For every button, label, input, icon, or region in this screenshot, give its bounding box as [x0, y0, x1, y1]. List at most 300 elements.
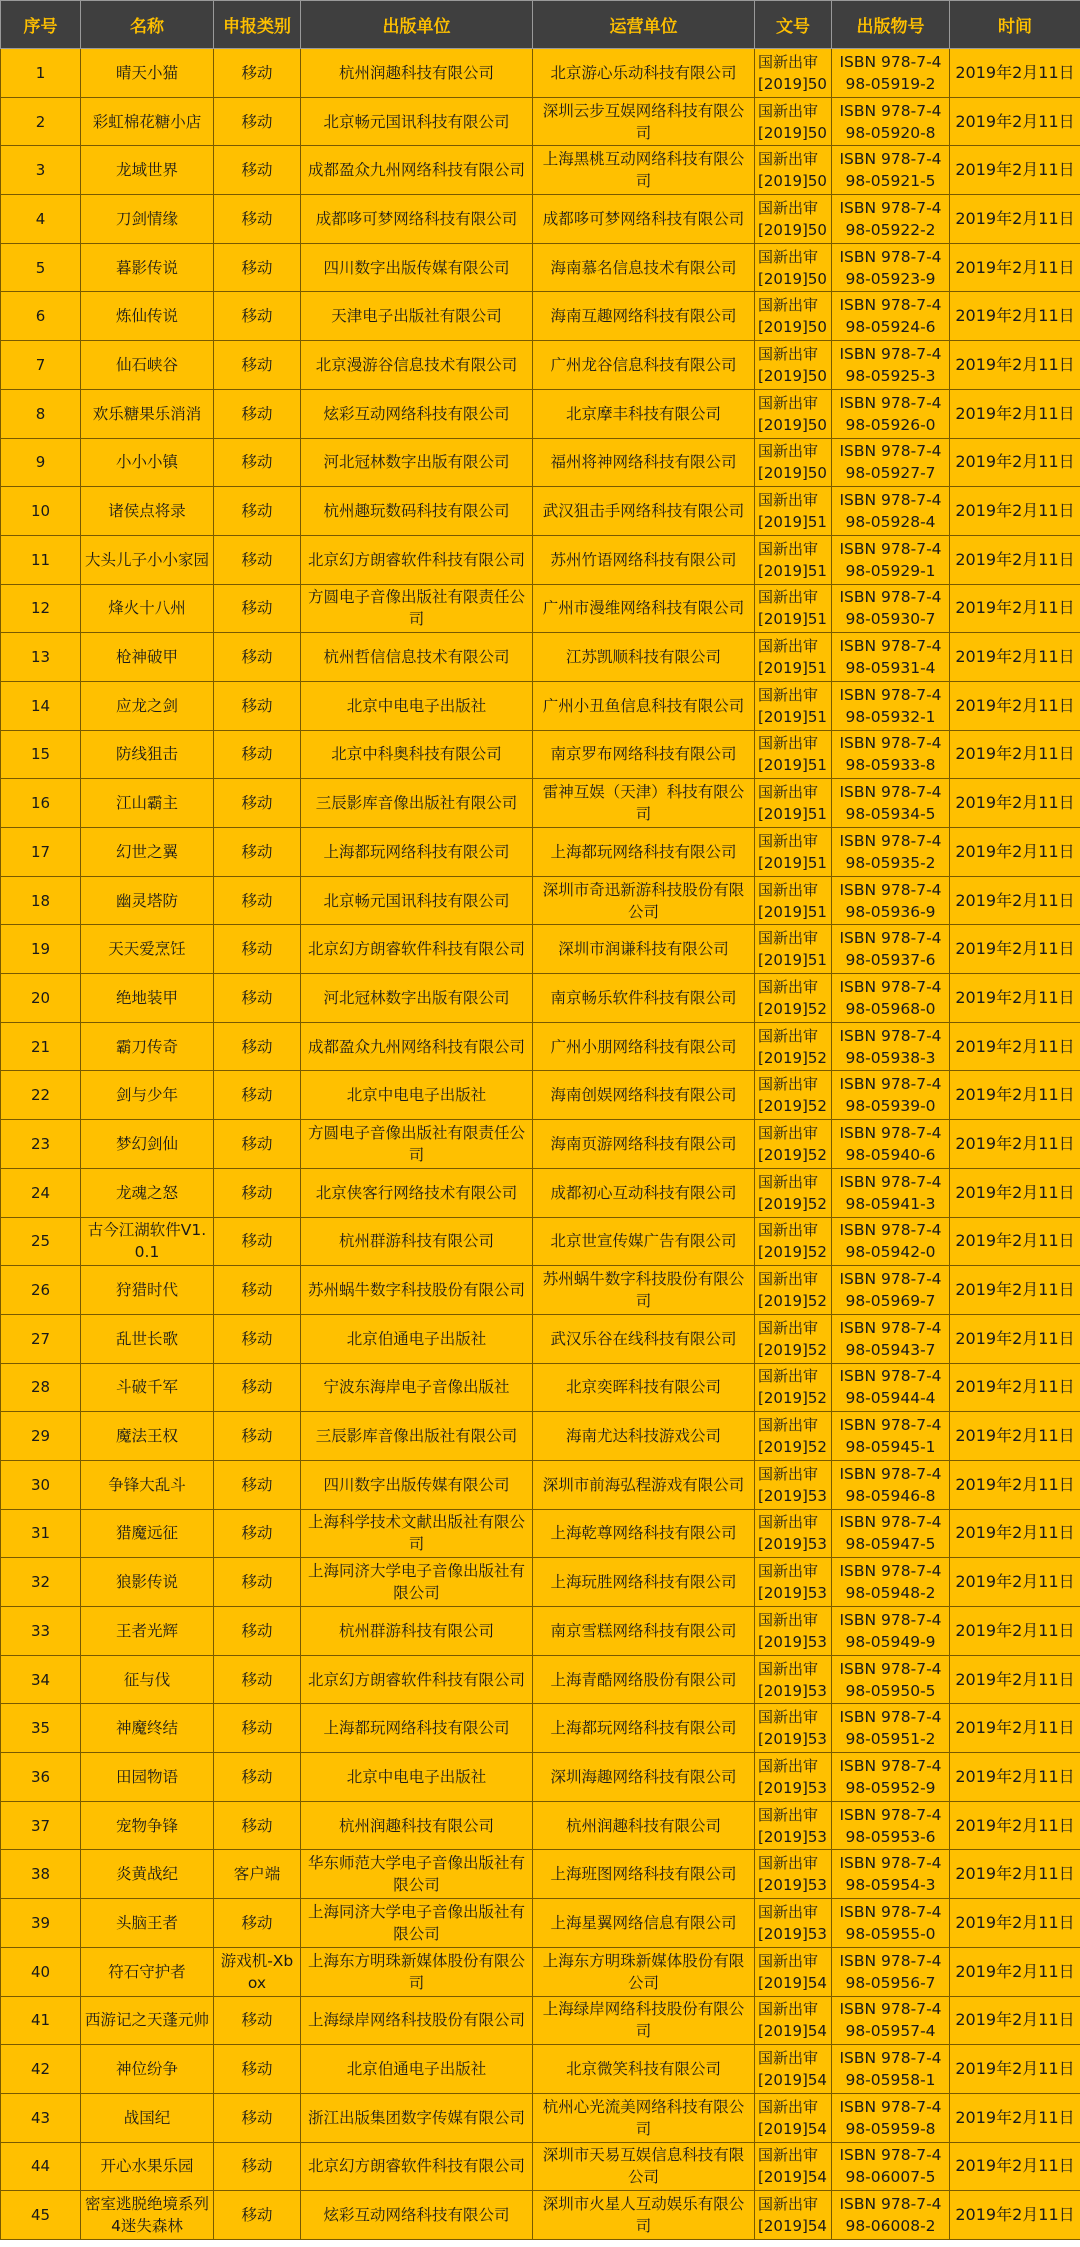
cell-approval-no: 国新出审[2019]52 [755, 1363, 832, 1412]
cell-approval-no: 国新出审[2019]52 [755, 1120, 832, 1169]
cell-category: 移动 [214, 681, 301, 730]
cell-publisher: 北京幻方朗睿软件科技有限公司 [301, 925, 533, 974]
cell-date: 2019年2月11日 [950, 779, 1080, 828]
header-cell-approval-no: 文号 [755, 1, 832, 49]
cell-name: 暮影传说 [81, 243, 214, 292]
cell-operator: 广州小朋网络科技有限公司 [533, 1022, 755, 1071]
cell-isbn: ISBN 978-7-498-05928-4 [832, 487, 950, 536]
table-row [1, 438, 1080, 487]
header-cell-isbn: 出版物号 [832, 1, 950, 49]
cell-category: 移动 [214, 633, 301, 682]
table-row [1, 828, 1080, 877]
cell-date: 2019年2月11日 [950, 730, 1080, 779]
cell-operator: 上海班图网络科技有限公司 [533, 1850, 755, 1899]
cell-approval-no: 国新出审[2019]53 [755, 1704, 832, 1753]
cell-publisher: 河北冠林数字出版有限公司 [301, 974, 533, 1023]
cell-isbn: ISBN 978-7-498-05935-2 [832, 828, 950, 877]
cell-category: 移动 [214, 535, 301, 584]
table-row [1, 292, 1080, 341]
cell-serial: 21 [1, 1022, 81, 1071]
table-row [1, 1558, 1080, 1607]
cell-publisher: 北京中电电子出版社 [301, 1071, 533, 1120]
cell-date: 2019年2月11日 [950, 1460, 1080, 1509]
cell-isbn: ISBN 978-7-498-05929-1 [832, 535, 950, 584]
cell-date: 2019年2月11日 [950, 1753, 1080, 1802]
cell-name: 大头儿子小小家园 [81, 535, 214, 584]
cell-isbn: ISBN 978-7-498-06007-5 [832, 2142, 950, 2191]
header-cell-name: 名称 [81, 1, 214, 49]
cell-date: 2019年2月11日 [950, 1022, 1080, 1071]
cell-name: 乱世长歌 [81, 1314, 214, 1363]
cell-operator: 雷神互娱（天津）科技有限公司 [533, 779, 755, 828]
cell-isbn: ISBN 978-7-498-05940-6 [832, 1120, 950, 1169]
cell-publisher: 苏州蜗牛数字科技股份有限公司 [301, 1266, 533, 1315]
cell-date: 2019年2月11日 [950, 1655, 1080, 1704]
cell-serial: 35 [1, 1704, 81, 1753]
cell-category: 移动 [214, 292, 301, 341]
table-row [1, 1071, 1080, 1120]
cell-name: 天天爱烹饪 [81, 925, 214, 974]
table-row [1, 1704, 1080, 1753]
cell-serial: 32 [1, 1558, 81, 1607]
cell-isbn: ISBN 978-7-498-05936-9 [832, 876, 950, 925]
cell-name: 晴天小猫 [81, 49, 214, 98]
cell-publisher: 上海同济大学电子音像出版社有限公司 [301, 1558, 533, 1607]
cell-serial: 23 [1, 1120, 81, 1169]
table-row [1, 1314, 1080, 1363]
cell-serial: 43 [1, 2093, 81, 2142]
cell-approval-no: 国新出审[2019]53 [755, 1509, 832, 1558]
cell-name: 田园物语 [81, 1753, 214, 1802]
cell-date: 2019年2月11日 [950, 1996, 1080, 2045]
cell-serial: 16 [1, 779, 81, 828]
cell-operator: 杭州心光流美网络科技有限公司 [533, 2093, 755, 2142]
cell-category: 移动 [214, 1704, 301, 1753]
cell-category: 移动 [214, 1071, 301, 1120]
cell-publisher: 杭州趣玩数码科技有限公司 [301, 487, 533, 536]
cell-date: 2019年2月11日 [950, 1509, 1080, 1558]
cell-name: 刀剑情缘 [81, 195, 214, 244]
cell-isbn: ISBN 978-7-498-05933-8 [832, 730, 950, 779]
cell-isbn: ISBN 978-7-498-05921-5 [832, 146, 950, 195]
cell-name: 绝地装甲 [81, 974, 214, 1023]
cell-operator: 广州市漫维网络科技有限公司 [533, 584, 755, 633]
cell-approval-no: 国新出审[2019]52 [755, 1217, 832, 1266]
cell-name: 枪神破甲 [81, 633, 214, 682]
cell-name: 炎黄战纪 [81, 1850, 214, 1899]
cell-operator: 北京世宣传媒广告有限公司 [533, 1217, 755, 1266]
cell-category: 移动 [214, 974, 301, 1023]
cell-date: 2019年2月11日 [950, 146, 1080, 195]
cell-category: 移动 [214, 1363, 301, 1412]
cell-name: 符石守护者 [81, 1947, 214, 1996]
cell-name: 江山霸主 [81, 779, 214, 828]
cell-serial: 45 [1, 2191, 81, 2240]
cell-publisher: 四川数字出版传媒有限公司 [301, 1460, 533, 1509]
cell-date: 2019年2月11日 [950, 292, 1080, 341]
cell-isbn: ISBN 978-7-498-05930-7 [832, 584, 950, 633]
cell-approval-no: 国新出审[2019]50 [755, 292, 832, 341]
cell-approval-no: 国新出审[2019]51 [755, 633, 832, 682]
cell-name: 彩虹棉花糖小店 [81, 97, 214, 146]
cell-publisher: 上海绿岸网络科技股份有限公司 [301, 1996, 533, 2045]
cell-approval-no: 国新出审[2019]51 [755, 681, 832, 730]
cell-category: 移动 [214, 828, 301, 877]
cell-operator: 北京奕晖科技有限公司 [533, 1363, 755, 1412]
table-row [1, 633, 1080, 682]
table-row [1, 1947, 1080, 1996]
cell-category: 移动 [214, 389, 301, 438]
cell-category: 移动 [214, 438, 301, 487]
cell-approval-no: 国新出审[2019]52 [755, 1071, 832, 1120]
cell-operator: 海南创娱网络科技有限公司 [533, 1071, 755, 1120]
cell-operator: 成都初心互动科技有限公司 [533, 1168, 755, 1217]
cell-operator: 海南互趣网络科技有限公司 [533, 292, 755, 341]
table-row [1, 49, 1080, 98]
cell-operator: 上海黑桃互动网络科技有限公司 [533, 146, 755, 195]
cell-operator: 南京罗布网络科技有限公司 [533, 730, 755, 779]
cell-publisher: 成都哆可梦网络科技有限公司 [301, 195, 533, 244]
cell-publisher: 四川数字出版传媒有限公司 [301, 243, 533, 292]
cell-publisher: 北京漫游谷信息技术有限公司 [301, 341, 533, 390]
cell-approval-no: 国新出审[2019]53 [755, 1753, 832, 1802]
cell-operator: 南京畅乐软件科技有限公司 [533, 974, 755, 1023]
table-row [1, 1168, 1080, 1217]
cell-isbn: ISBN 978-7-498-05943-7 [832, 1314, 950, 1363]
cell-category: 移动 [214, 925, 301, 974]
table-row [1, 2093, 1080, 2142]
cell-operator: 苏州蜗牛数字科技股份有限公司 [533, 1266, 755, 1315]
cell-isbn: ISBN 978-7-498-05947-5 [832, 1509, 950, 1558]
cell-serial: 36 [1, 1753, 81, 1802]
cell-name: 龙域世界 [81, 146, 214, 195]
cell-publisher: 北京畅元国讯科技有限公司 [301, 97, 533, 146]
table-header [1, 1, 1080, 49]
cell-approval-no: 国新出审[2019]50 [755, 146, 832, 195]
cell-category: 移动 [214, 146, 301, 195]
cell-publisher: 上海东方明珠新媒体股份有限公司 [301, 1947, 533, 1996]
cell-serial: 14 [1, 681, 81, 730]
cell-category: 移动 [214, 2191, 301, 2240]
cell-date: 2019年2月11日 [950, 1850, 1080, 1899]
cell-serial: 29 [1, 1412, 81, 1461]
cell-operator: 成都哆可梦网络科技有限公司 [533, 195, 755, 244]
cell-category: 移动 [214, 97, 301, 146]
cell-publisher: 上海都玩网络科技有限公司 [301, 1704, 533, 1753]
cell-publisher: 上海都玩网络科技有限公司 [301, 828, 533, 877]
cell-name: 斗破千军 [81, 1363, 214, 1412]
cell-publisher: 河北冠林数字出版有限公司 [301, 438, 533, 487]
cell-category: 移动 [214, 1607, 301, 1656]
cell-publisher: 杭州哲信信息技术有限公司 [301, 633, 533, 682]
cell-name: 狼影传说 [81, 1558, 214, 1607]
cell-operator: 上海都玩网络科技有限公司 [533, 1704, 755, 1753]
cell-publisher: 成都盈众九州网络科技有限公司 [301, 1022, 533, 1071]
table-row [1, 730, 1080, 779]
cell-approval-no: 国新出审[2019]52 [755, 1314, 832, 1363]
cell-serial: 20 [1, 974, 81, 1023]
cell-publisher: 华东师范大学电子音像出版社有限公司 [301, 1850, 533, 1899]
cell-category: 移动 [214, 243, 301, 292]
cell-serial: 39 [1, 1899, 81, 1948]
cell-operator: 海南慕名信息技术有限公司 [533, 243, 755, 292]
header-cell-date: 时间 [950, 1, 1080, 49]
cell-name: 欢乐糖果乐消消 [81, 389, 214, 438]
cell-publisher: 三辰影库音像出版社有限公司 [301, 779, 533, 828]
cell-date: 2019年2月11日 [950, 535, 1080, 584]
cell-serial: 38 [1, 1850, 81, 1899]
cell-approval-no: 国新出审[2019]53 [755, 1460, 832, 1509]
cell-publisher: 三辰影库音像出版社有限公司 [301, 1412, 533, 1461]
cell-date: 2019年2月11日 [950, 1704, 1080, 1753]
cell-isbn: ISBN 978-7-498-05927-7 [832, 438, 950, 487]
cell-date: 2019年2月11日 [950, 2045, 1080, 2094]
table-row [1, 389, 1080, 438]
cell-isbn: ISBN 978-7-498-05953-6 [832, 1801, 950, 1850]
cell-category: 移动 [214, 1801, 301, 1850]
cell-name: 幽灵塔防 [81, 876, 214, 925]
cell-serial: 41 [1, 1996, 81, 2045]
cell-category: 移动 [214, 876, 301, 925]
cell-approval-no: 国新出审[2019]51 [755, 828, 832, 877]
cell-isbn: ISBN 978-7-498-05959-8 [832, 2093, 950, 2142]
cell-approval-no: 国新出审[2019]50 [755, 341, 832, 390]
cell-category: 移动 [214, 1168, 301, 1217]
cell-name: 应龙之剑 [81, 681, 214, 730]
cell-approval-no: 国新出审[2019]53 [755, 1899, 832, 1948]
cell-isbn: ISBN 978-7-498-05920-8 [832, 97, 950, 146]
cell-serial: 12 [1, 584, 81, 633]
cell-category: 移动 [214, 2045, 301, 2094]
table-row [1, 681, 1080, 730]
cell-category: 移动 [214, 1217, 301, 1266]
cell-serial: 6 [1, 292, 81, 341]
cell-publisher: 炫彩互动网络科技有限公司 [301, 2191, 533, 2240]
cell-date: 2019年2月11日 [950, 195, 1080, 244]
cell-operator: 上海青酷网络股份有限公司 [533, 1655, 755, 1704]
cell-approval-no: 国新出审[2019]52 [755, 1412, 832, 1461]
cell-publisher: 上海科学技术文献出版社有限公司 [301, 1509, 533, 1558]
cell-date: 2019年2月11日 [950, 438, 1080, 487]
cell-operator: 广州龙谷信息科技有限公司 [533, 341, 755, 390]
cell-approval-no: 国新出审[2019]53 [755, 1801, 832, 1850]
table-row [1, 1022, 1080, 1071]
cell-publisher: 北京畅元国讯科技有限公司 [301, 876, 533, 925]
table-row [1, 1753, 1080, 1802]
cell-date: 2019年2月11日 [950, 341, 1080, 390]
cell-name: 龙魂之怒 [81, 1168, 214, 1217]
cell-operator: 深圳市火星人互动娱乐有限公司 [533, 2191, 755, 2240]
cell-publisher: 杭州润趣科技有限公司 [301, 49, 533, 98]
cell-date: 2019年2月11日 [950, 97, 1080, 146]
cell-publisher: 北京伯通电子出版社 [301, 2045, 533, 2094]
cell-serial: 30 [1, 1460, 81, 1509]
cell-name: 征与伐 [81, 1655, 214, 1704]
cell-date: 2019年2月11日 [950, 1314, 1080, 1363]
cell-operator: 深圳市奇迅新游科技股份有限公司 [533, 876, 755, 925]
cell-date: 2019年2月11日 [950, 1266, 1080, 1315]
cell-date: 2019年2月11日 [950, 633, 1080, 682]
cell-isbn: ISBN 978-7-498-05923-9 [832, 243, 950, 292]
cell-isbn: ISBN 978-7-498-05922-2 [832, 195, 950, 244]
cell-operator: 深圳市天易互娱信息科技有限公司 [533, 2142, 755, 2191]
cell-category: 移动 [214, 49, 301, 98]
header-cell-serial: 序号 [1, 1, 81, 49]
cell-approval-no: 国新出审[2019]51 [755, 779, 832, 828]
table-row [1, 1412, 1080, 1461]
cell-serial: 13 [1, 633, 81, 682]
cell-approval-no: 国新出审[2019]54 [755, 1947, 832, 1996]
cell-serial: 4 [1, 195, 81, 244]
cell-isbn: ISBN 978-7-498-05950-5 [832, 1655, 950, 1704]
cell-date: 2019年2月11日 [950, 1899, 1080, 1948]
table-row [1, 487, 1080, 536]
cell-date: 2019年2月11日 [950, 681, 1080, 730]
cell-publisher: 炫彩互动网络科技有限公司 [301, 389, 533, 438]
cell-isbn: ISBN 978-7-498-05954-3 [832, 1850, 950, 1899]
cell-approval-no: 国新出审[2019]51 [755, 876, 832, 925]
cell-name: 霸刀传奇 [81, 1022, 214, 1071]
cell-approval-no: 国新出审[2019]51 [755, 487, 832, 536]
cell-isbn: ISBN 978-7-498-05932-1 [832, 681, 950, 730]
cell-serial: 5 [1, 243, 81, 292]
cell-name: 剑与少年 [81, 1071, 214, 1120]
cell-approval-no: 国新出审[2019]53 [755, 1558, 832, 1607]
cell-serial: 33 [1, 1607, 81, 1656]
cell-publisher: 宁波东海岸电子音像出版社 [301, 1363, 533, 1412]
cell-category: 游戏机-Xbox [214, 1947, 301, 1996]
cell-operator: 苏州竹语网络科技有限公司 [533, 535, 755, 584]
cell-approval-no: 国新出审[2019]52 [755, 1168, 832, 1217]
table-row [1, 1217, 1080, 1266]
cell-serial: 27 [1, 1314, 81, 1363]
cell-serial: 9 [1, 438, 81, 487]
cell-operator: 北京游心乐动科技有限公司 [533, 49, 755, 98]
cell-isbn: ISBN 978-7-498-05939-0 [832, 1071, 950, 1120]
cell-category: 移动 [214, 1655, 301, 1704]
cell-isbn: ISBN 978-7-498-05938-3 [832, 1022, 950, 1071]
cell-publisher: 北京中科奥科技有限公司 [301, 730, 533, 779]
table-row [1, 146, 1080, 195]
cell-approval-no: 国新出审[2019]54 [755, 1996, 832, 2045]
cell-name: 神魔终结 [81, 1704, 214, 1753]
cell-operator: 上海玩胜网络科技有限公司 [533, 1558, 755, 1607]
cell-category: 移动 [214, 2142, 301, 2191]
cell-approval-no: 国新出审[2019]54 [755, 2142, 832, 2191]
cell-approval-no: 国新出审[2019]52 [755, 974, 832, 1023]
cell-category: 移动 [214, 341, 301, 390]
cell-isbn: ISBN 978-7-498-05957-4 [832, 1996, 950, 2045]
cell-operator: 武汉乐谷在线科技有限公司 [533, 1314, 755, 1363]
cell-operator: 深圳云步互娱网络科技有限公司 [533, 97, 755, 146]
cell-approval-no: 国新出审[2019]51 [755, 535, 832, 584]
table-row [1, 2142, 1080, 2191]
cell-serial: 17 [1, 828, 81, 877]
cell-isbn: ISBN 978-7-498-05934-5 [832, 779, 950, 828]
cell-operator: 北京微笑科技有限公司 [533, 2045, 755, 2094]
cell-publisher: 杭州润趣科技有限公司 [301, 1801, 533, 1850]
cell-name: 开心水果乐园 [81, 2142, 214, 2191]
cell-operator: 海南页游网络科技有限公司 [533, 1120, 755, 1169]
cell-approval-no: 国新出审[2019]53 [755, 1607, 832, 1656]
cell-approval-no: 国新出审[2019]53 [755, 1655, 832, 1704]
table-row [1, 1266, 1080, 1315]
cell-operator: 北京摩丰科技有限公司 [533, 389, 755, 438]
cell-category: 移动 [214, 1412, 301, 1461]
cell-serial: 3 [1, 146, 81, 195]
header-cell-operator: 运营单位 [533, 1, 755, 49]
table-row [1, 195, 1080, 244]
cell-date: 2019年2月11日 [950, 2142, 1080, 2191]
cell-approval-no: 国新出审[2019]51 [755, 584, 832, 633]
cell-date: 2019年2月11日 [950, 974, 1080, 1023]
cell-publisher: 北京幻方朗睿软件科技有限公司 [301, 2142, 533, 2191]
header-row [1, 1, 1080, 49]
cell-isbn: ISBN 978-7-498-05937-6 [832, 925, 950, 974]
cell-serial: 40 [1, 1947, 81, 1996]
cell-name: 王者光辉 [81, 1607, 214, 1656]
cell-approval-no: 国新出审[2019]50 [755, 195, 832, 244]
cell-approval-no: 国新出审[2019]54 [755, 2191, 832, 2240]
table-row [1, 1996, 1080, 2045]
header-cell-category: 申报类别 [214, 1, 301, 49]
cell-date: 2019年2月11日 [950, 1071, 1080, 1120]
cell-category: 移动 [214, 1460, 301, 1509]
cell-name: 头脑王者 [81, 1899, 214, 1948]
cell-serial: 26 [1, 1266, 81, 1315]
cell-name: 幻世之翼 [81, 828, 214, 877]
cell-category: 移动 [214, 1753, 301, 1802]
cell-category: 移动 [214, 1558, 301, 1607]
table-row [1, 341, 1080, 390]
cell-serial: 18 [1, 876, 81, 925]
cell-approval-no: 国新出审[2019]54 [755, 2093, 832, 2142]
cell-isbn: ISBN 978-7-498-05919-2 [832, 49, 950, 98]
cell-operator: 广州小丑鱼信息科技有限公司 [533, 681, 755, 730]
cell-operator: 深圳市前海弘程游戏有限公司 [533, 1460, 755, 1509]
cell-approval-no: 国新出审[2019]50 [755, 438, 832, 487]
cell-serial: 31 [1, 1509, 81, 1558]
cell-isbn: ISBN 978-7-498-05951-2 [832, 1704, 950, 1753]
cell-isbn: ISBN 978-7-498-05949-9 [832, 1607, 950, 1656]
cell-operator: 上海星翼网络信息有限公司 [533, 1899, 755, 1948]
cell-publisher: 北京中电电子出版社 [301, 681, 533, 730]
table-row [1, 243, 1080, 292]
cell-approval-no: 国新出审[2019]50 [755, 243, 832, 292]
cell-isbn: ISBN 978-7-498-05948-2 [832, 1558, 950, 1607]
table-row [1, 1363, 1080, 1412]
cell-serial: 34 [1, 1655, 81, 1704]
cell-operator: 福州将神网络科技有限公司 [533, 438, 755, 487]
cell-date: 2019年2月11日 [950, 828, 1080, 877]
cell-name: 诸侯点将录 [81, 487, 214, 536]
cell-category: 移动 [214, 2093, 301, 2142]
cell-serial: 28 [1, 1363, 81, 1412]
cell-approval-no: 国新出审[2019]52 [755, 1022, 832, 1071]
cell-serial: 37 [1, 1801, 81, 1850]
cell-isbn: ISBN 978-7-498-05955-0 [832, 1899, 950, 1948]
table-row [1, 2191, 1080, 2240]
cell-isbn: ISBN 978-7-498-05952-9 [832, 1753, 950, 1802]
cell-approval-no: 国新出审[2019]52 [755, 1266, 832, 1315]
cell-category: 移动 [214, 1899, 301, 1948]
cell-publisher: 成都盈众九州网络科技有限公司 [301, 146, 533, 195]
cell-isbn: ISBN 978-7-498-05924-6 [832, 292, 950, 341]
table-row [1, 1460, 1080, 1509]
cell-name: 仙石峡谷 [81, 341, 214, 390]
table-row [1, 1899, 1080, 1948]
cell-name: 防线狙击 [81, 730, 214, 779]
